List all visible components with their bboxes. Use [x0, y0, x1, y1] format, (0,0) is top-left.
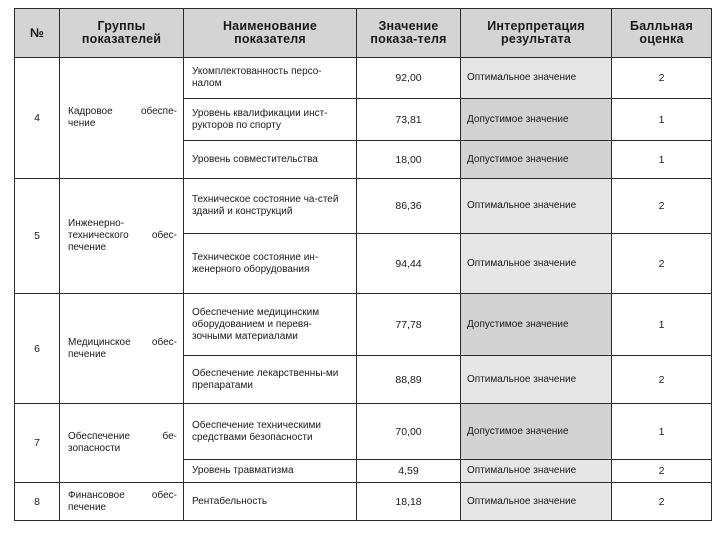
indicator-interpretation: Оптимальное значение	[461, 460, 612, 483]
indicator-name: Техническое состояние ин-женерного оборудования	[184, 234, 357, 294]
indicator-value: 92,00	[357, 58, 461, 99]
indicator-value: 4,59	[357, 460, 461, 483]
group-title-text: Обеспечение бе-зопасности	[68, 431, 177, 454]
header-group: Группы показателей	[60, 9, 184, 58]
indicators-table-container	[14, 8, 711, 521]
header-num: №	[15, 9, 60, 58]
indicator-interpretation: Оптимальное значение	[461, 356, 612, 404]
group-title	[60, 179, 184, 294]
indicator-score: 1	[612, 404, 712, 460]
group-title-text: Инженерно-технического обес-печение	[68, 218, 177, 253]
indicator-name: Обеспечение техническими средствами безопасности	[184, 404, 357, 460]
indicator-score: 2	[612, 460, 712, 483]
indicator-interpretation: Оптимальное значение	[461, 179, 612, 234]
indicator-score: 1	[612, 141, 712, 179]
indicator-score: 2	[612, 58, 712, 99]
group-title-text: Финансовое обес-печение	[68, 489, 177, 513]
table-row	[15, 58, 712, 99]
indicator-interpretation: Оптимальное значение	[461, 483, 612, 521]
table-row	[15, 294, 712, 356]
group-number: 7	[15, 404, 60, 483]
indicator-score: 2	[612, 179, 712, 234]
indicator-interpretation: Допустимое значение	[461, 294, 612, 356]
table-row	[15, 404, 712, 460]
indicator-interpretation: Допустимое значение	[461, 141, 612, 179]
indicator-score: 2	[612, 234, 712, 294]
group-title	[60, 483, 184, 521]
indicator-name: Обеспечение лекарственны-ми препаратами	[184, 356, 357, 404]
indicator-value: 77,78	[357, 294, 461, 356]
table-row	[15, 179, 712, 234]
indicator-value: 18,18	[357, 483, 461, 521]
indicator-interpretation: Оптимальное значение	[461, 58, 612, 99]
indicator-value: 88,89	[357, 356, 461, 404]
group-title	[60, 294, 184, 404]
group-title-text: Кадровое обеспе-чение	[68, 106, 177, 129]
indicator-name: Уровень травматизма	[184, 460, 357, 483]
indicator-value: 86,36	[357, 179, 461, 234]
group-title-text: Медицинское обес-печение	[68, 336, 177, 360]
indicator-score: 1	[612, 294, 712, 356]
header-name: Наименование показателя	[184, 9, 357, 58]
indicator-value: 94,44	[357, 234, 461, 294]
indicators-table	[14, 8, 712, 521]
indicator-value: 73,81	[357, 99, 461, 141]
indicator-value: 18,00	[357, 141, 461, 179]
group-title	[60, 58, 184, 179]
indicator-name: Укомплектованность персо-налом	[184, 58, 357, 99]
header-interpretation: Интерпретация результата	[461, 9, 612, 58]
group-number: 5	[15, 179, 60, 294]
indicator-score: 2	[612, 483, 712, 521]
indicator-interpretation: Допустимое значение	[461, 99, 612, 141]
indicator-interpretation: Допустимое значение	[461, 404, 612, 460]
group-number: 4	[15, 58, 60, 179]
indicator-value: 70,00	[357, 404, 461, 460]
group-title	[60, 404, 184, 483]
indicator-name: Уровень квалификации инст-рукторов по спорту	[184, 99, 357, 141]
table-row	[15, 483, 712, 521]
header-score: Балльная оценка	[612, 9, 712, 58]
indicator-name: Обеспечение медицинским оборудованием и перевя-зочными материалами	[184, 294, 357, 356]
indicator-score: 2	[612, 356, 712, 404]
indicator-name: Уровень совместительства	[184, 141, 357, 179]
indicator-score: 1	[612, 99, 712, 141]
indicator-name: Рентабельность	[184, 483, 357, 521]
indicator-name: Техническое состояние ча-стей зданий и конструкций	[184, 179, 357, 234]
header-value: Значение показа-теля	[357, 9, 461, 58]
header-row	[15, 9, 712, 58]
indicator-interpretation: Оптимальное значение	[461, 234, 612, 294]
group-number: 6	[15, 294, 60, 404]
group-number: 8	[15, 483, 60, 521]
